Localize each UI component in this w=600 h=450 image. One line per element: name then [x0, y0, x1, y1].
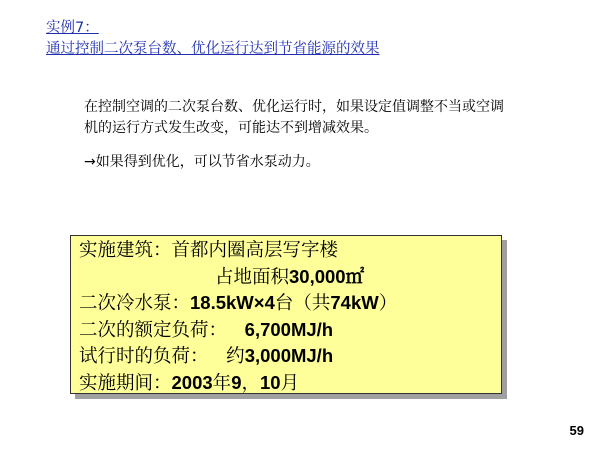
building-label: 实施建筑：	[79, 240, 172, 261]
description-paragraph: 在控制空调的二次泵台数、优化运行时，如果设定值调整不当或空调机的运行方式发生改变，可能达不到增减效果。	[84, 99, 504, 136]
pump-total: 74kW	[330, 292, 379, 313]
period-line	[79, 370, 501, 397]
period-label: 实施期间：	[79, 372, 172, 394]
conclusion-text: →如果得到优化，可以节省水泵动力。	[84, 154, 320, 170]
pump-close: ）	[378, 293, 398, 314]
period-year-unit: 年	[212, 372, 232, 394]
period-month-2: 10	[260, 371, 281, 393]
trial-label: 试行时的负荷：	[79, 346, 209, 367]
period-month-1: 9	[231, 371, 242, 393]
pump-unit: 台（共	[274, 293, 331, 314]
slide-heading	[46, 18, 380, 60]
trial-value: 3,000MJ/h	[244, 345, 334, 366]
trial-load-line	[79, 343, 501, 370]
pump-value: 18.5kW×4	[190, 292, 275, 313]
building-line	[79, 238, 501, 264]
area-line	[79, 264, 501, 291]
pump-label: 二次冷水泵：	[79, 293, 191, 314]
area-label: 占地面积	[215, 266, 290, 288]
info-box	[70, 235, 502, 394]
building-value: 首都内圈高层写字楼	[171, 240, 339, 261]
trial-prefix: 约	[226, 346, 245, 367]
slide-title: 通过控制二次泵台数、优化运行达到节省能源的效果	[46, 41, 380, 57]
period-month-unit: 月	[280, 372, 300, 394]
body-text	[84, 97, 504, 173]
pump-line	[79, 290, 501, 317]
period-separator: ，	[241, 372, 260, 394]
rated-label: 二次的额定负荷：	[79, 319, 228, 341]
rated-load-line	[79, 317, 501, 344]
rated-value: 6,700MJ/h	[244, 318, 334, 340]
example-label: 实例7：	[46, 20, 99, 36]
area-value: 30,000㎡	[289, 265, 365, 287]
paragraph-gap	[84, 139, 504, 152]
period-year: 2003	[171, 371, 213, 393]
page-number: 59	[569, 423, 584, 438]
